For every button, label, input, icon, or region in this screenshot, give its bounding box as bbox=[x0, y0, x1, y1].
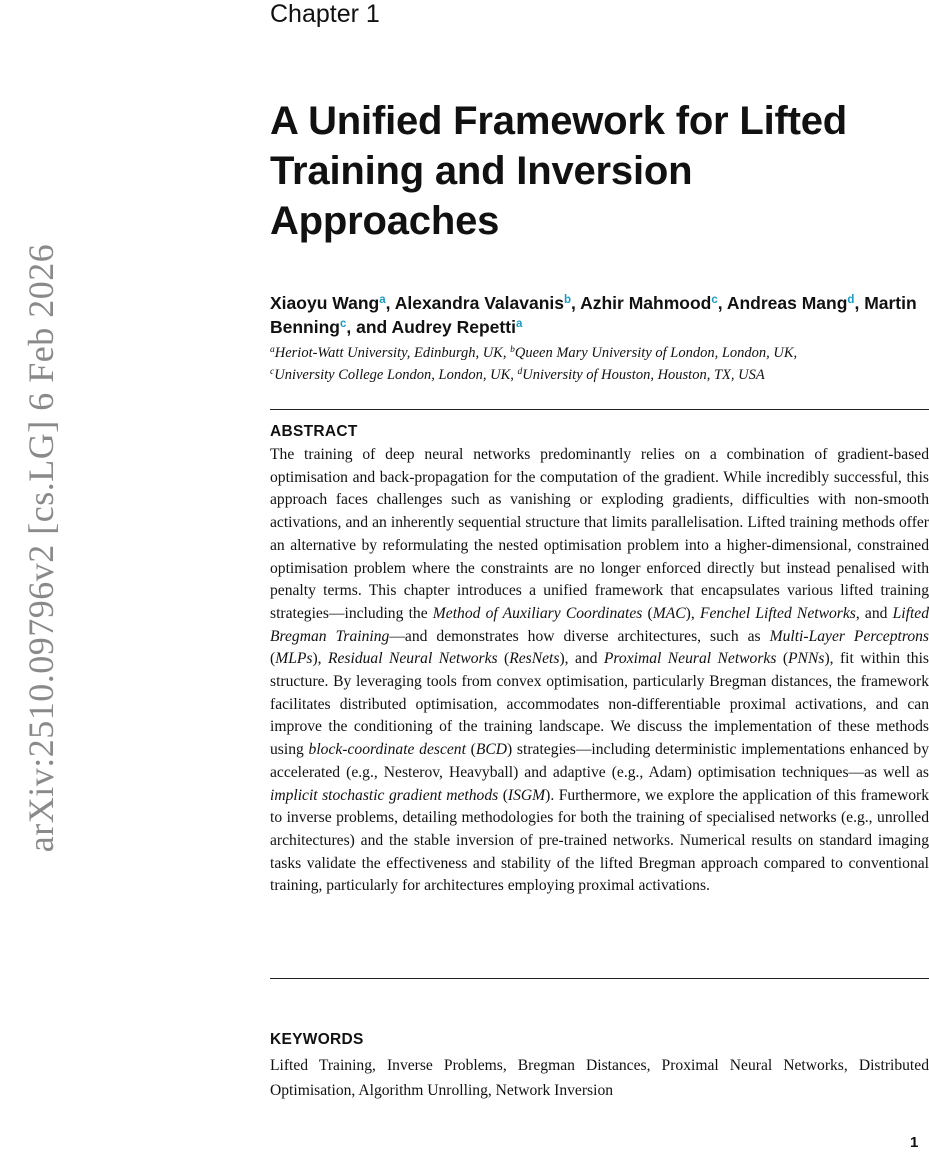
author-separator: , and bbox=[346, 317, 392, 337]
abstract-emphasis: implicit stochastic gradient methods bbox=[270, 786, 499, 804]
abstract-text: ( bbox=[776, 650, 789, 668]
abstract-emphasis: ISGM bbox=[507, 786, 546, 804]
author-name: Xiaoyu Wang bbox=[270, 293, 380, 313]
abstract-top-rule bbox=[270, 409, 929, 410]
author-separator: , bbox=[717, 293, 727, 313]
abstract-emphasis: Method of Auxiliary Coordinates bbox=[432, 604, 643, 622]
affiliation-key: a bbox=[270, 345, 275, 355]
abstract-bottom-rule bbox=[270, 978, 929, 979]
affiliation-text: University of Houston, Houston, TX, USA bbox=[522, 367, 765, 383]
author-separator: , bbox=[385, 293, 395, 313]
abstract-heading: ABSTRACT bbox=[270, 423, 358, 440]
affiliation-marker: d bbox=[847, 294, 855, 306]
abstract-text: ) strategies—including deterministic implementations enhanced by accelerated (e.g., Nesterov, Heavyball) and adaptive (e.g., Adam) optimisation techniques—as well as bbox=[270, 741, 929, 781]
abstract-emphasis: Lifted Bregman Training bbox=[270, 604, 929, 645]
abstract-text: ( bbox=[270, 650, 276, 668]
affiliation-marker: c bbox=[340, 318, 347, 330]
abstract-text: —and demonstrates how diverse architectures, such as bbox=[389, 627, 770, 645]
abstract-text: ( bbox=[498, 786, 508, 804]
abstract-text: ), and bbox=[559, 650, 604, 668]
abstract-text: , and bbox=[855, 604, 893, 622]
abstract-emphasis: Residual Neural Networks bbox=[327, 650, 498, 668]
affiliation-text: University College London, London, UK, bbox=[274, 367, 518, 383]
abstract-emphasis: MLPs bbox=[275, 650, 313, 668]
author-list bbox=[270, 291, 929, 339]
affiliation-key: c bbox=[270, 367, 275, 377]
chapter-label: Chapter 1 bbox=[270, 0, 380, 28]
abstract-emphasis: Multi-Layer Perceptrons bbox=[769, 627, 929, 645]
affiliation-marker: a bbox=[379, 294, 386, 306]
author-name: Alexandra Valavanis bbox=[394, 293, 564, 313]
abstract-text: ( bbox=[465, 741, 476, 759]
abstract-text: ), bbox=[685, 604, 700, 622]
author-name: Martin Benning bbox=[270, 293, 917, 337]
arxiv-identifier: arXiv:2510.09796v2 [cs.LG] 6 Feb 2026 bbox=[21, 243, 61, 853]
paper-title: A Unified Framework for Lifted Training and Inversion Approaches bbox=[270, 99, 848, 243]
keywords-body: Lifted Training, Inverse Problems, Bregman Distances, Proximal Neural Networks, Distributed Optimisation, Algorithm Unrolling, Network Inversion bbox=[270, 1057, 929, 1099]
abstract-text: ). Furthermore, we explore the application of this framework to inverse problems, detailing methodologies for both the training of specialised networks (e.g., unrolled architectures) and the stable inversion of pre-trained networks. Numerical results on standard imaging tasks validate the effectiveness and stability of the lifted Bregman approach compared to conventional training, particularly for architectures employing proximal activations. bbox=[270, 786, 929, 895]
abstract-text: ( bbox=[497, 650, 510, 668]
abstract-emphasis: PNNs bbox=[788, 650, 825, 668]
affiliation-list bbox=[270, 342, 929, 386]
affiliation-key: d bbox=[517, 367, 523, 377]
abstract-emphasis: BCD bbox=[475, 741, 508, 759]
abstract-emphasis: MAC bbox=[652, 604, 686, 622]
abstract-emphasis: ResNets bbox=[509, 650, 560, 668]
author-separator: , bbox=[571, 293, 581, 313]
abstract-text: ), fit within this structure. By leveraging tools from convex optimisation, particularly Bregman distances, the framework facilitates distributed optimisation, accommodates non-differentiable proximal activations, and can improve the conditioning of the training landscape. We discuss the implementation of these methods using bbox=[270, 650, 929, 759]
author-name: Azhir Mahmood bbox=[580, 293, 712, 313]
abstract-emphasis: Proximal Neural Networks bbox=[603, 650, 777, 668]
abstract-body bbox=[270, 444, 929, 898]
affiliation-key: b bbox=[510, 345, 515, 355]
affiliation-marker: b bbox=[564, 294, 572, 306]
affiliation-text: Queen Mary University of London, London, UK, bbox=[514, 345, 798, 361]
page-number: 1 bbox=[910, 1134, 919, 1151]
author-name: Andreas Mang bbox=[726, 293, 848, 313]
author-name: Audrey Repetti bbox=[391, 317, 516, 337]
abstract-text: ( bbox=[642, 604, 653, 622]
abstract-text: The training of deep neural networks predominantly relies on a combination of gradient-based optimisation and back-propagation for the computation of the gradient. While incredibly successful, this approach faces challenges such as vanishing or exploding gradients, difficulties with non-smooth activations, and an inherently sequential structure that limits parallelisation. Lifted training methods offer an alternative by reformulating the nested optimisation problem into a higher-dimensional, constrained optimisation problem where the constraints are no longer enforced directly but instead penalised with penalty terms. This chapter introduces a unified framework that encapsulates various lifted training strategies—including the bbox=[270, 446, 929, 622]
affiliation-marker: a bbox=[515, 318, 523, 330]
keywords-heading: KEYWORDS bbox=[270, 1031, 364, 1048]
author-separator: , bbox=[854, 293, 865, 313]
affiliation-marker: c bbox=[711, 294, 718, 306]
abstract-text: ), bbox=[312, 650, 328, 668]
abstract-emphasis: block-coordinate descent bbox=[308, 741, 466, 759]
abstract-emphasis: Fenchel Lifted Networks bbox=[699, 604, 856, 622]
affiliation-text: Heriot-Watt University, Edinburgh, UK, bbox=[274, 345, 511, 361]
